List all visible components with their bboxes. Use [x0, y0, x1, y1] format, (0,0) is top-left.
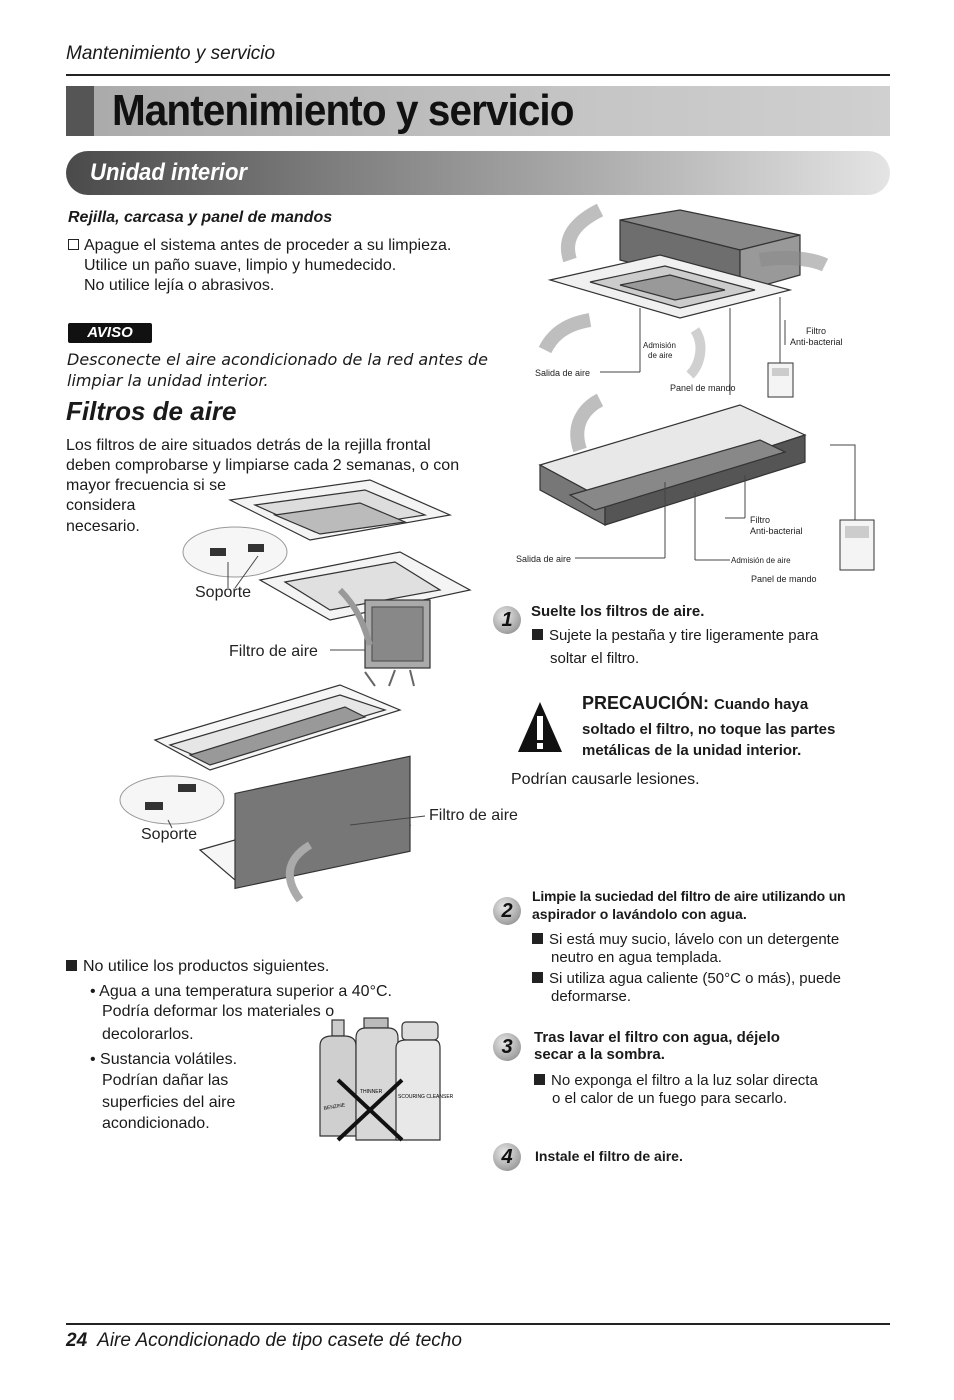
hand-icon: [365, 670, 414, 686]
grille-line-3: No utilice lejía o abrasivos.: [84, 277, 275, 294]
aviso-text-1: Desconecte el aire acondicionado de la red antes de: [67, 350, 488, 369]
filter-removal-illustration: [110, 470, 530, 920]
warning-icon: [516, 700, 564, 754]
filtro-label-1: Filtro de aire: [229, 643, 318, 660]
antibac-tag-2: Anti-bacterial: [750, 526, 803, 536]
step-1-number: 1: [493, 606, 521, 634]
caution-line-2: soltado el filtro, no toque las partes: [582, 721, 836, 738]
caution-note: Podrían causarle lesiones.: [511, 771, 700, 788]
admision-tag-b: de aire: [648, 351, 673, 360]
filters-heading: Filtros de aire: [66, 396, 237, 426]
title-marker: [66, 86, 94, 136]
filters-intro-2: deben comprobarse y limpiarse cada 2 semanas, o con: [66, 457, 460, 474]
filters-intro-4: considera: [66, 497, 136, 514]
header-rule: [66, 74, 890, 76]
grille-heading: Rejilla, carcasa y panel de mandos: [68, 209, 333, 226]
bottles-illustration: [310, 1018, 454, 1142]
airflow-arrow: [568, 210, 600, 260]
aviso-badge: AVISO: [68, 323, 152, 343]
soporte-label-2: Soporte: [141, 826, 198, 843]
step-4-title: Instale el filtro de aire.: [535, 1148, 683, 1164]
cassette-long-open: [200, 756, 410, 888]
filters-intro-3: mayor frecuencia si se: [66, 477, 227, 494]
step-1-title: Suelte los filtros de aire.: [531, 603, 705, 620]
caution-line-1: PRECAUCIÓN: Cuando haya: [582, 693, 809, 713]
panel-tag-1: Panel de mando: [670, 383, 736, 393]
footer-rule: [66, 1323, 890, 1325]
bottle-label-2: THINNER: [360, 1089, 383, 1095]
footer-text: Aire Acondicionado de tipo casete dé techo: [97, 1330, 462, 1351]
step-2-bullet-1b: neutro en agua templada.: [551, 949, 722, 966]
avoid-item-2-b: Podrían dañar las: [102, 1072, 229, 1089]
detail-circle: [183, 527, 287, 577]
step-1-bullet-2: soltar el filtro.: [550, 650, 640, 667]
avoid-item-2-d: acondicionado.: [102, 1115, 210, 1132]
avoid-item-1-c: decolorarlos.: [102, 1026, 194, 1043]
antibac-tag-1: Anti-bacterial: [790, 337, 843, 347]
admision-tag-a: Admisión: [643, 341, 676, 350]
aviso-text-2: limpiar la unidad interior.: [67, 371, 269, 390]
step-3-title-1: Tras lavar el filtro con agua, déjelo: [534, 1029, 780, 1046]
cassette-airflow-illustration: [530, 200, 890, 595]
filtro-tag-1: Filtro: [806, 326, 826, 336]
step-3-number: 3: [493, 1033, 521, 1061]
step-1-bullet-1: Sujete la pestaña y tire ligeramente para: [532, 626, 818, 645]
avoid-item-1-b: Podría deformar los materiales o: [102, 1003, 335, 1020]
avoid-item-1-a: • Agua a una temperatura superior a 40°C.: [90, 983, 392, 1000]
step-2-bullet-1: Si está muy sucio, lávelo con un detergente: [532, 930, 839, 949]
step-4-number: 4: [493, 1143, 521, 1171]
step-2-title-1: Limpie la suciedad del filtro de aire utilizando un: [532, 888, 846, 904]
bottle-label-3: SCOURING CLEANSER: [398, 1094, 454, 1100]
step-3-bullet-1: No exponga el filtro a la luz solar directa: [534, 1071, 818, 1090]
checkbox-icon: [68, 239, 79, 250]
filtro-label-2: Filtro de aire: [429, 807, 518, 824]
panel-tag-2: Panel de mando: [751, 574, 817, 584]
admision-tag-2: Admisión de aire: [731, 556, 791, 565]
avoid-item-2-a: • Sustancia volátiles.: [90, 1051, 238, 1068]
filtro-tag-2: Filtro: [750, 515, 770, 525]
caution-line-3: metálicas de la unidad interior.: [582, 742, 802, 759]
page-number: 24: [66, 1330, 88, 1351]
step-2-bullet-2b: deformarse.: [551, 988, 632, 1005]
grille-line-1: Apague el sistema antes de proceder a su limpieza.: [68, 236, 451, 256]
filters-intro-5: necesario.: [66, 518, 140, 535]
section-subtitle: Unidad interior: [90, 159, 248, 186]
avoid-item-2-c: superficies del aire: [102, 1094, 236, 1111]
salida-tag-2: Salida de aire: [516, 554, 572, 564]
running-header: Mantenimiento y servicio: [66, 43, 276, 64]
avoid-intro: No utilice los productos siguientes.: [66, 957, 329, 977]
soporte-label-1: Soporte: [195, 584, 252, 601]
salida-tag-1: Salida de aire: [535, 368, 591, 378]
footer: [66, 1330, 462, 1352]
step-3-title-2: secar a la sombra.: [534, 1046, 665, 1063]
cassette-long: [155, 685, 400, 770]
filters-intro-1: Los filtros de aire situados detrás de la rejilla frontal: [66, 437, 431, 454]
grille-line-2: Utilice un paño suave, limpio y humedecido.: [84, 257, 397, 274]
bottle-label-1: BENZINE: [323, 1102, 346, 1112]
step-2-number: 2: [493, 897, 521, 925]
page-title: Mantenimiento y servicio: [112, 86, 574, 135]
step-3-bullet-1b: o el calor de un fuego para secarlo.: [552, 1090, 788, 1107]
step-2-title-2: aspirador o lavándolo con agua.: [532, 906, 747, 922]
step-2-bullet-2: Si utiliza agua caliente (50°C o más), puede: [532, 969, 841, 988]
